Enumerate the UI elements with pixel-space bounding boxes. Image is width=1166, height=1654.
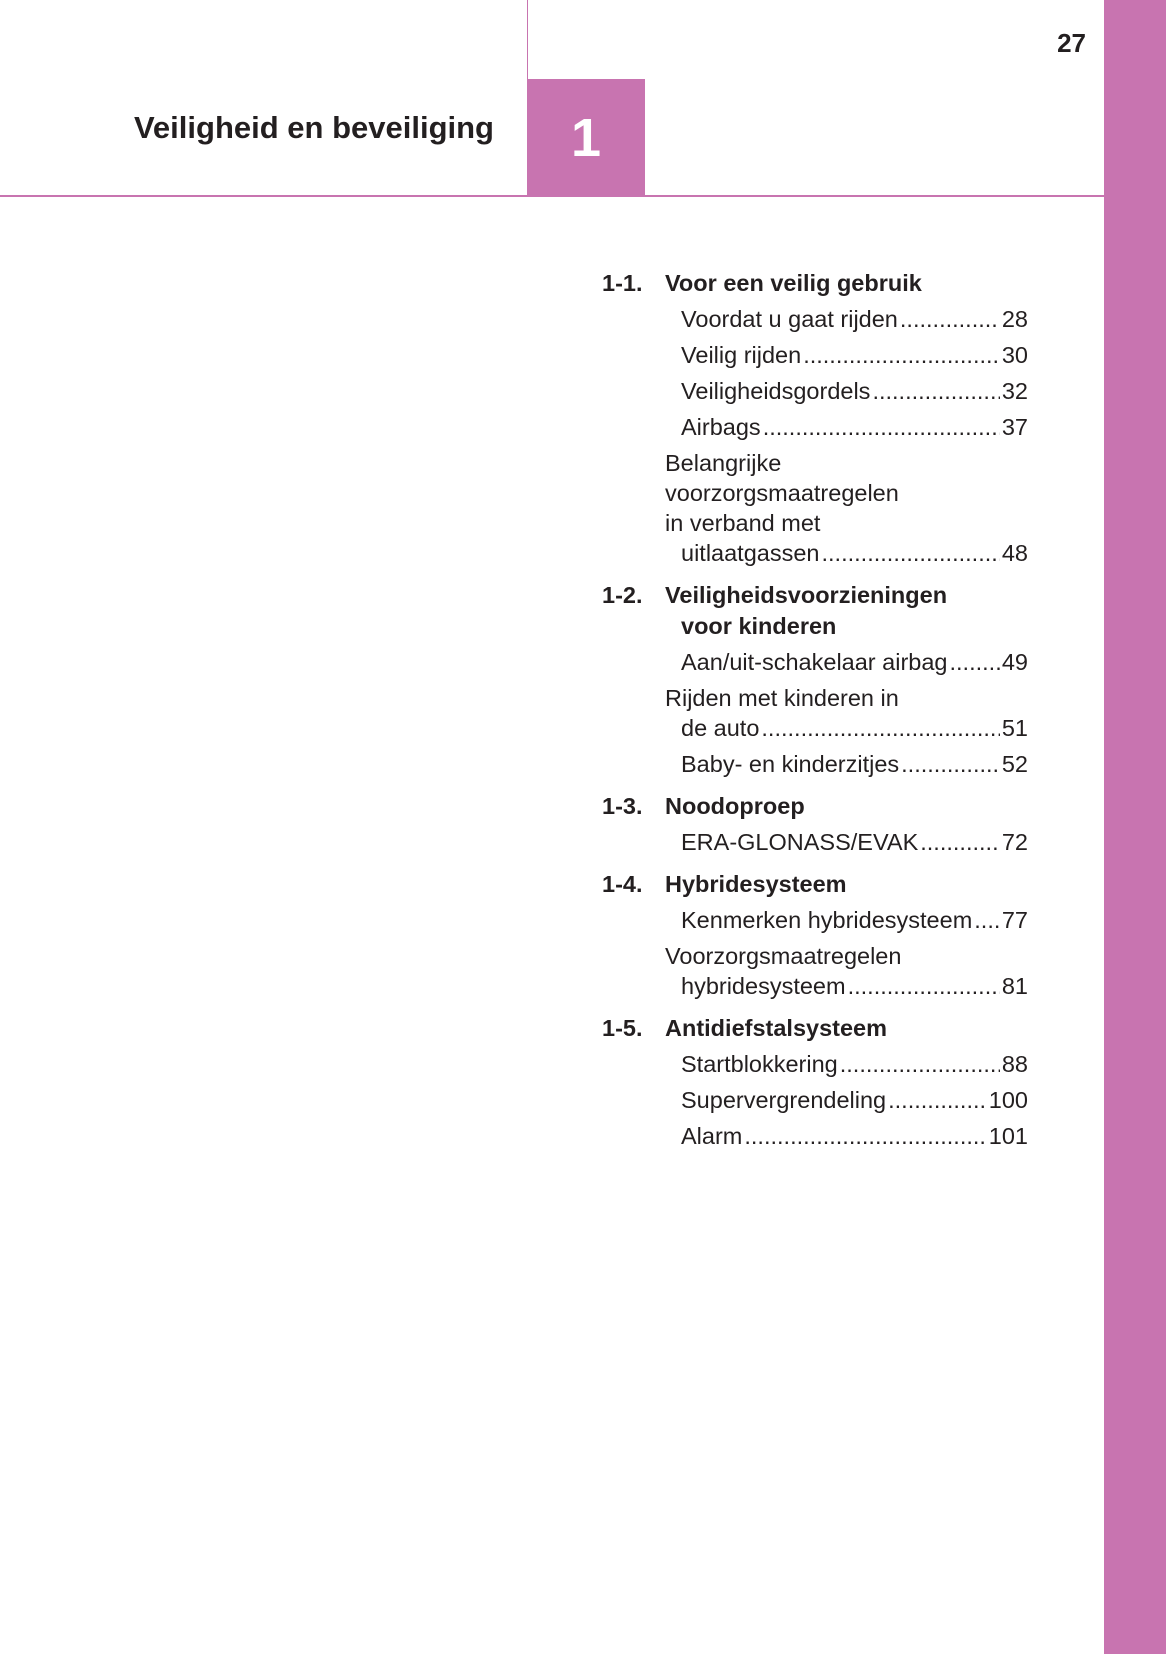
toc-section-title: Veiligheidsvoorzieningen voor kinderen bbox=[665, 582, 948, 639]
toc-entry[interactable] bbox=[665, 376, 1028, 406]
toc-entry-leader-dots bbox=[744, 1121, 986, 1151]
toc-section-heading bbox=[602, 1013, 1028, 1044]
chapter-number-tab: 1 bbox=[527, 79, 645, 196]
toc-entry-leader-dots bbox=[974, 905, 1000, 935]
table-of-contents bbox=[602, 268, 1028, 1163]
toc-entry-leader-dots bbox=[920, 827, 1000, 857]
toc-entry-leader-dots bbox=[901, 749, 1000, 779]
toc-section bbox=[602, 268, 1028, 568]
toc-entry-text-line: Voorzorgsmaatregelen bbox=[665, 943, 902, 969]
toc-entry-line bbox=[681, 376, 1028, 406]
toc-entry-page-number: 30 bbox=[1001, 342, 1028, 368]
toc-entry-title: ERA-GLONASS/EVAK bbox=[681, 829, 919, 855]
toc-entry[interactable] bbox=[665, 1121, 1028, 1151]
toc-entry-title: Aan/uit-schakelaar airbag bbox=[681, 649, 948, 675]
toc-entry-title: uitlaatgassen bbox=[681, 540, 820, 566]
toc-entry-title: hybridesysteem bbox=[681, 973, 846, 999]
toc-entry[interactable] bbox=[665, 683, 1028, 743]
toc-entry[interactable] bbox=[665, 827, 1028, 857]
toc-entry-line bbox=[681, 538, 1028, 568]
toc-section-heading bbox=[602, 580, 1028, 642]
toc-entry-page-number: 37 bbox=[1001, 414, 1028, 440]
toc-entry-title: de auto bbox=[681, 715, 760, 741]
header-divider-vertical bbox=[527, 0, 528, 79]
toc-section-heading bbox=[602, 869, 1028, 900]
toc-entry-line bbox=[681, 749, 1028, 779]
toc-entry[interactable] bbox=[665, 1085, 1028, 1115]
toc-entry[interactable] bbox=[665, 448, 1028, 568]
toc-entry-leader-dots bbox=[803, 340, 1000, 370]
toc-entry-page-number: 72 bbox=[1001, 829, 1028, 855]
toc-entry-page-number: 51 bbox=[1001, 715, 1028, 741]
toc-entry-page-number: 52 bbox=[1001, 751, 1028, 777]
toc-entry-line bbox=[681, 905, 1028, 935]
toc-entry-line bbox=[681, 304, 1028, 334]
toc-section bbox=[602, 791, 1028, 857]
toc-entry-text-line: in verband met bbox=[665, 510, 821, 536]
toc-entry[interactable] bbox=[665, 1049, 1028, 1079]
toc-entry-line bbox=[681, 827, 1028, 857]
toc-entry-text-line: Belangrijke bbox=[665, 450, 782, 476]
toc-entry-title: Baby- en kinderzitjes bbox=[681, 751, 900, 777]
toc-entry-title: Supervergrendeling bbox=[681, 1087, 887, 1113]
toc-entry-title: Airbags bbox=[681, 414, 761, 440]
toc-entry-text-line: Rijden met kinderen in bbox=[665, 685, 899, 711]
toc-entry-page-number: 81 bbox=[1001, 973, 1028, 999]
toc-entry[interactable] bbox=[665, 749, 1028, 779]
toc-entry-page-number: 88 bbox=[1001, 1051, 1028, 1077]
toc-entry-page-number: 28 bbox=[1001, 306, 1028, 332]
toc-entry-leader-dots bbox=[840, 1049, 1000, 1079]
toc-section-number: 1-2. bbox=[602, 582, 643, 608]
toc-section bbox=[602, 869, 1028, 1001]
toc-entry-leader-dots bbox=[872, 376, 999, 406]
toc-entry-leader-dots bbox=[822, 538, 1000, 568]
toc-entry-page-number: 32 bbox=[1001, 378, 1028, 404]
toc-entry[interactable] bbox=[665, 304, 1028, 334]
toc-entry-leader-dots bbox=[950, 647, 1000, 677]
toc-entry[interactable] bbox=[665, 340, 1028, 370]
chapter-title: Veiligheid en beveiliging bbox=[133, 110, 494, 145]
toc-entry-line bbox=[681, 971, 1028, 1001]
toc-entry-leader-dots bbox=[761, 713, 999, 743]
toc-entry[interactable] bbox=[665, 941, 1028, 1001]
toc-entry-line bbox=[681, 340, 1028, 370]
toc-section-title: Voor een veilig gebruik bbox=[665, 270, 922, 296]
toc-section-title: Noodoproep bbox=[665, 793, 805, 819]
toc-entry-title: Alarm bbox=[681, 1123, 743, 1149]
toc-section bbox=[602, 580, 1028, 779]
toc-entry-title: Veiligheidsgordels bbox=[681, 378, 871, 404]
toc-entry-line bbox=[681, 647, 1028, 677]
toc-entry-line bbox=[681, 412, 1028, 442]
toc-entry-leader-dots bbox=[848, 971, 1000, 1001]
toc-section-number: 1-3. bbox=[602, 793, 643, 819]
toc-entry-page-number: 77 bbox=[1001, 907, 1028, 933]
toc-section-heading bbox=[602, 791, 1028, 822]
toc-entry-page-number: 100 bbox=[988, 1087, 1028, 1113]
toc-section bbox=[602, 1013, 1028, 1151]
toc-entry-line bbox=[681, 713, 1028, 743]
side-stripe bbox=[1104, 0, 1166, 1654]
toc-entry-leader-dots bbox=[763, 412, 1000, 442]
toc-section-title: Hybridesysteem bbox=[665, 871, 847, 897]
toc-entry-line bbox=[681, 1121, 1028, 1151]
toc-entry-page-number: 48 bbox=[1001, 540, 1028, 566]
toc-section-number: 1-4. bbox=[602, 871, 643, 897]
toc-entry-title: Startblokkering bbox=[681, 1051, 838, 1077]
toc-entry-page-number: 49 bbox=[1001, 649, 1028, 675]
toc-section-heading bbox=[602, 268, 1028, 299]
toc-entry-title: Kenmerken hybridesysteem bbox=[681, 907, 973, 933]
toc-entry-text-line: voorzorgsmaatregelen bbox=[665, 480, 899, 506]
toc-section-number: 1-1. bbox=[602, 270, 643, 296]
toc-entry-line bbox=[681, 1085, 1028, 1115]
toc-section-title: Antidiefstalsysteem bbox=[665, 1015, 888, 1041]
toc-entry-leader-dots bbox=[888, 1085, 987, 1115]
toc-entry-title: Veilig rijden bbox=[681, 342, 802, 368]
toc-entry-page-number: 101 bbox=[988, 1123, 1028, 1149]
toc-section-number: 1-5. bbox=[602, 1015, 643, 1041]
toc-entry-leader-dots bbox=[900, 304, 1000, 334]
page-number: 27 bbox=[1057, 28, 1086, 58]
toc-entry[interactable] bbox=[665, 905, 1028, 935]
toc-entry[interactable] bbox=[665, 412, 1028, 442]
toc-entry-line bbox=[681, 1049, 1028, 1079]
toc-entry-title: Voordat u gaat rijden bbox=[681, 306, 898, 332]
toc-entry[interactable] bbox=[665, 647, 1028, 677]
